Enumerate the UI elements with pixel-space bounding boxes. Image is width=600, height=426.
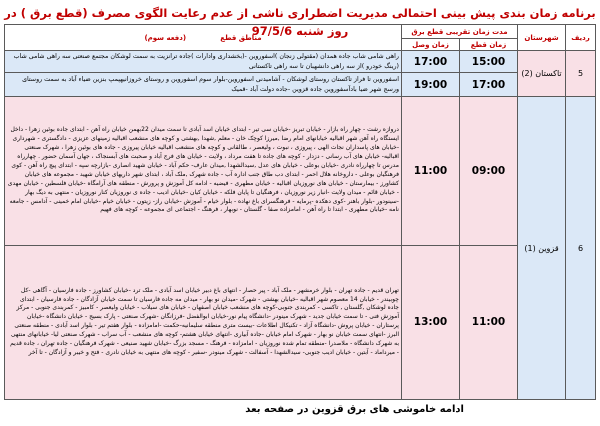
header-areas-label: مناطق قطع xyxy=(220,33,262,42)
continuation-note: ادامه خاموشی های برق قزوین در صفحه بعد xyxy=(245,404,464,415)
header-areas xyxy=(5,25,402,51)
slot-areas: دروازه رشت - چهار راه بازار - خیابان تبریز -خیابان سی تیر - ابتدای خیابان اسد آبادی تا سمت میدان 22بهمن خیابان راه آهن - ابتدای جاده بوئین زهرا - داخل ایستگاه راه آهن شهر اقبالیه خیابانهای امام رضا ,میرزا کوچک خان - معلم ,شهدا ,بهشتی و کوچه های منشعب اقبالیه زمینهای عزیزی - دادگستری - شهرداری -خیابان های پاسداران نجات الهی ، پیروزی ، نبوت ، ولیعصر ، طالقانی و کوچه های منشعب اقبالیه خیابان پیروزی - جاده های بوئین زهرا ، شهرک صنعتی اقبالیه- خیابان های آب رسانی - دزدار - کوچه های جاده تا هفت مرداد ، ولایت - خیابان های فرج آباد و صحبت های آبسنجاک ، جهان آسمان حضور . چهارراه مدرس تا چهارراه نادری -خیابان بوعلی - خیابان های عدل ,سیدالشهدا ,میدان عارف- حکم آباد - خیابان شهید انصاری -بازارچه سپه - ابتدای پیچ راه آهن - کوی فرهنگیان بوعلی - داروخانه هلال احمر - ابتدای دب طاق جنب اداره آب - جاده شهرک ,ملک آباد ، ابتدای شهر داریهای خیابان شهید - مجموعه های خیابان کشاورز - بیمارستان - خیابان های نوروزیان اقبالیه - خیابان مطهری - فیضیه - ادامه کل آموزش و پرورش - منطقه های آرامگاه -خیابان فلسطین - خیابان مهدی - خیابان قائم - میدان ولایت -انبار زیر نوروزیان ، فرهنگیان تا پایان فلکه - خیابان کیان -خیابان ادیب - جاده ی نوروزیان کنار نوروزیان - منتهی به دیگ بهار -سینودور -بلوار باهنر -کوی دهکده -پرمایه - فرهنگسرای باغ نهاده - بلوار خیام - آموزش -خیابان راز- زیتون - خیابان خیام -خیابان امام خمینی - آدامس - جامعه نامه -خیابان مطهری - ابتدا تا راه آهن - امامزاده صفا - گلستان - نوبهار ، فرهنگ - اجتماعی ای مجموعه - کوچه های فهیم xyxy=(5,97,402,245)
header-radif: ردیف xyxy=(566,25,596,51)
slot-start-time: 11:00 xyxy=(460,245,518,399)
slot-end-time: 11:00 xyxy=(401,97,459,245)
row-radif: 6 xyxy=(566,97,596,400)
slot-end-time: 17:00 xyxy=(401,51,459,73)
row-city: قزوین (1) xyxy=(518,97,566,400)
slot-end-time: 13:00 xyxy=(401,245,459,399)
slot-start-time: 15:00 xyxy=(460,51,518,73)
table-row xyxy=(5,51,596,73)
page-title: برنامه زمان بندی پیش بینی احتمالی مدیریت اضطراری ناشی از عدم رعایت الگوی مصرف (قطع برق ) در روز شنبه 97/5/6 xyxy=(4,6,596,38)
slot-areas: تهران قدیم - جاده تهران - بلوار خرمشهر - ملک آباد - پیر حصار - انتهای باغ دبیر خیابان اسد آبادی - ملک ترد -خیابان کشاورز - جاده فارسیان - آگاهی -کل چوبیندر - خیابان 14 معصوم شهر اقبالیه -خیابان بهشتی - شهرک -میدان نو بهار - میدان مه جاده فارسیان تا سمت خیابان آزادگان - جاده فارسیان - ابتدای جاده لوشکان ,گلستان , تاکسی - کمربندی جنوبی-کوچه های منشعب خیابان اصفهان - خیابان های سیلاب - خیابان ولیعصر - کامبیز - کمربندی جنوبی - مرکز آموزش فنی - تا سمت خیابان جدید - شهرک مینودر -دانشگاه پیام نور-خیابان ابوالفضل -فرزانگان -شهرک صنعتی - پارک بسیج - خیابان دانشگاه -خیابان پرستاران - خیابان پروش -دانشگاه آزاد - تکنیکال اطلاعات -بیست متری منطقه سلیمانیه-حکمت -امامزاده - بلوار هفتم تیر - بلوار اسد آبادی - منطقه صنعتی البرز -انتهای سمت خیابان نو بهار - شهرک امام خیابان -جاده آبیاری -انتهای خیابان هشتم- کوچه های منشعب - آب سراب - شهرک صنعتی لیا- خیابانهای منتهی به شهرک دانشگاه - ملاصدرا -منطقه تمام شده نوروزیان - امامزاده - فرهنگ - مسجد بزرگ -خیابان شهید صنیعی - شهرک فرهنگیان - جاده تهران ، جاده قدیم - میرداماد - آبتین - خیابان ادیب جنوبی- سیدالشهدا - آسفالت - شهرک مینودر -سفیر - کوچه های منتهی به خیابان نادری - فتح و خیبر و آزادگان - تا آخر xyxy=(5,245,402,399)
header-end: زمان وصل xyxy=(401,39,459,51)
slot-start-time: 17:00 xyxy=(460,73,518,97)
table-header-row xyxy=(5,25,596,39)
slot-areas: راهی شامی شاب جاده همدان (مقتولی زنجان )اسفوروین -(بخشداری وادارات )جاده ترانزیت به سمت لوشکان مجتمع صنعتی سه راهی شامی شاب (رینگ خودرو )از سه راهی دانشهبان تا سه راهی تاکستانی xyxy=(5,51,402,73)
slot-end-time: 19:00 xyxy=(401,73,459,97)
header-city: شهرستان xyxy=(518,25,566,51)
table-row xyxy=(5,97,596,245)
slot-start-time: 09:00 xyxy=(460,97,518,245)
header-start: زمان قطع xyxy=(460,39,518,51)
table-row xyxy=(5,73,596,97)
row-city: تاکستان (2) xyxy=(518,51,566,97)
slot-areas: اسفوروین تا فراز تاکستان روستای لوشکان - آشامیدنی اسفوروین-بلوار سوم اسفوروین و روستای خروزانیهپمپ بنزین ضیاء آباد به سمت روستای ورسج شهر ضیا بادآسفوروین جاده قزوین -جاده دولت آباد -قمیک xyxy=(5,73,402,97)
header-areas-note: (دفعه سوم) xyxy=(144,33,187,42)
header-duration: مدت زمان تقریبی قطع برق xyxy=(401,25,517,39)
table-row xyxy=(5,245,596,399)
row-radif: 5 xyxy=(566,51,596,97)
outage-schedule-table xyxy=(4,24,596,400)
